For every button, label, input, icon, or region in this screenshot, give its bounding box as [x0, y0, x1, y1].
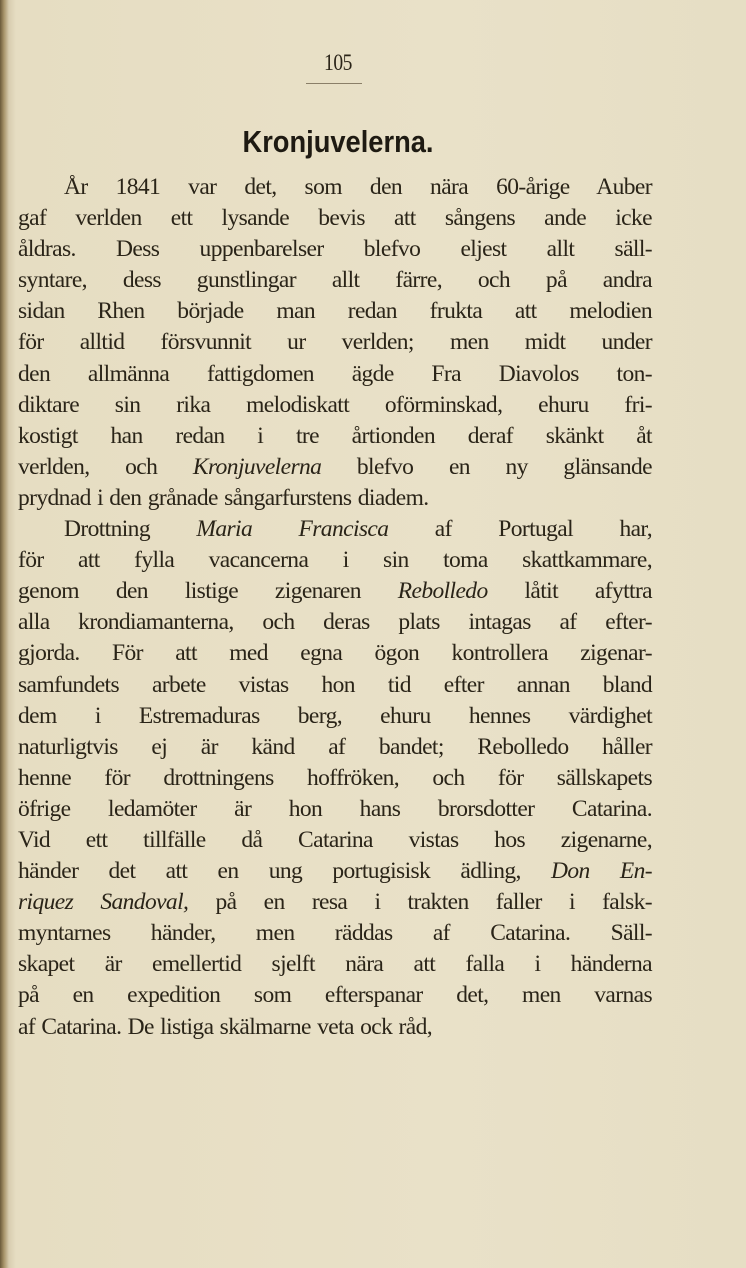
text-segment: sidan Rhen började man redan frukta att melodien	[18, 298, 652, 325]
text-line	[18, 794, 652, 825]
page-number-rule	[306, 83, 362, 84]
chapter-title: Kronjuvelerna.	[242, 124, 434, 159]
text-segment: henne för drottningens hoffröken, och för sällskapets	[18, 764, 652, 791]
text-line	[18, 234, 652, 265]
text-line	[18, 763, 652, 794]
text-line	[18, 359, 652, 390]
text-segment: samfundets arbete vistas hon tid efter annan bland	[18, 671, 652, 698]
text-line	[18, 1012, 652, 1043]
text-segment: År 1841 var det, som den nära 60-årige Auber	[64, 174, 652, 200]
text-line	[18, 670, 652, 701]
text-segment: låtit afyttra	[487, 578, 653, 605]
body-text	[18, 172, 652, 1043]
text-segment: skapet är emellertid sjelft nära att falla i händerna	[18, 951, 652, 978]
text-line	[18, 514, 652, 545]
text-segment: genom den listige zigenaren	[18, 578, 398, 605]
italic-text: Kronjuvelerna	[192, 453, 322, 480]
text-segment: den allmänna fattigdomen ägde Fra Diavolos ton-	[18, 360, 652, 387]
text-segment: verlden, och	[18, 453, 193, 480]
text-segment: på en resa i trakten faller i falsk-	[188, 889, 652, 916]
text-line	[18, 918, 652, 949]
text-segment: öfrige ledamöter är hon hans brorsdotter Catarina.	[18, 795, 652, 822]
text-segment: myntarnes händer, men räddas af Catarina. Säll-	[18, 920, 652, 947]
italic-text: riquez Sandoval,	[18, 889, 189, 916]
text-line	[18, 856, 652, 887]
text-line	[18, 980, 652, 1011]
text-line	[18, 576, 652, 607]
text-line	[18, 203, 652, 234]
text-line	[18, 296, 652, 327]
text-line	[18, 638, 652, 669]
text-line	[18, 421, 652, 452]
text-segment: prydnad i den grånade sångarfurstens diadem.	[18, 484, 429, 511]
text-segment: blefvo en ny glänsande	[321, 453, 652, 480]
text-line	[18, 172, 652, 203]
text-segment: af Portugal har,	[388, 516, 652, 543]
text-line	[18, 390, 652, 421]
text-line	[18, 452, 652, 483]
text-segment: gaf verlden ett lysande bevis att sångens ande icke	[18, 205, 652, 232]
text-line	[18, 701, 652, 732]
text-line	[18, 825, 652, 856]
text-segment: syntare, dess gunstlingar allt färre, och på andra	[18, 267, 652, 294]
italic-text: Rebolledo	[397, 578, 488, 605]
italic-text: Don En-	[551, 858, 652, 885]
text-line	[18, 327, 652, 358]
text-segment: åldras. Dess uppenbarelser blefvo eljest allt säll-	[18, 236, 652, 263]
text-segment: för alltid försvunnit ur verlden; men midt under	[18, 329, 652, 356]
text-segment: händer det att en ung portugisisk ädling,	[18, 858, 551, 885]
text-line	[18, 732, 652, 763]
text-segment: diktare sin rika melodiskatt oförminskad, ehuru fri-	[18, 391, 652, 418]
text-segment: Drottning	[64, 516, 197, 543]
text-segment: på en expedition som efterspanar det, men varnas	[18, 982, 652, 1009]
text-line	[18, 607, 652, 638]
text-segment: naturligtvis ej är känd af bandet; Rebolledo håller	[18, 733, 652, 760]
italic-text: Maria Francisca	[196, 516, 389, 543]
text-line	[18, 887, 652, 918]
text-segment: kostigt han redan i tre årtionden deraf skänkt åt	[18, 422, 652, 449]
text-line	[18, 949, 652, 980]
text-line	[18, 545, 652, 576]
text-segment: af Catarina. De listiga skälmarne veta ock råd,	[18, 1013, 433, 1040]
text-line	[18, 483, 652, 514]
page-number: 105	[323, 50, 353, 75]
text-segment: Vid ett tillfälle då Catarina vistas hos zigenarne,	[18, 826, 652, 853]
text-segment: gjorda. För att med egna ögon kontrollera zigenar-	[18, 640, 652, 667]
text-line	[18, 265, 652, 296]
text-segment: för att fylla vacancerna i sin toma skattkammare,	[18, 547, 652, 574]
text-segment: alla krondiamanterna, och deras plats intagas af efter-	[18, 609, 652, 636]
text-segment: dem i Estremaduras berg, ehuru hennes värdighet	[18, 702, 652, 729]
